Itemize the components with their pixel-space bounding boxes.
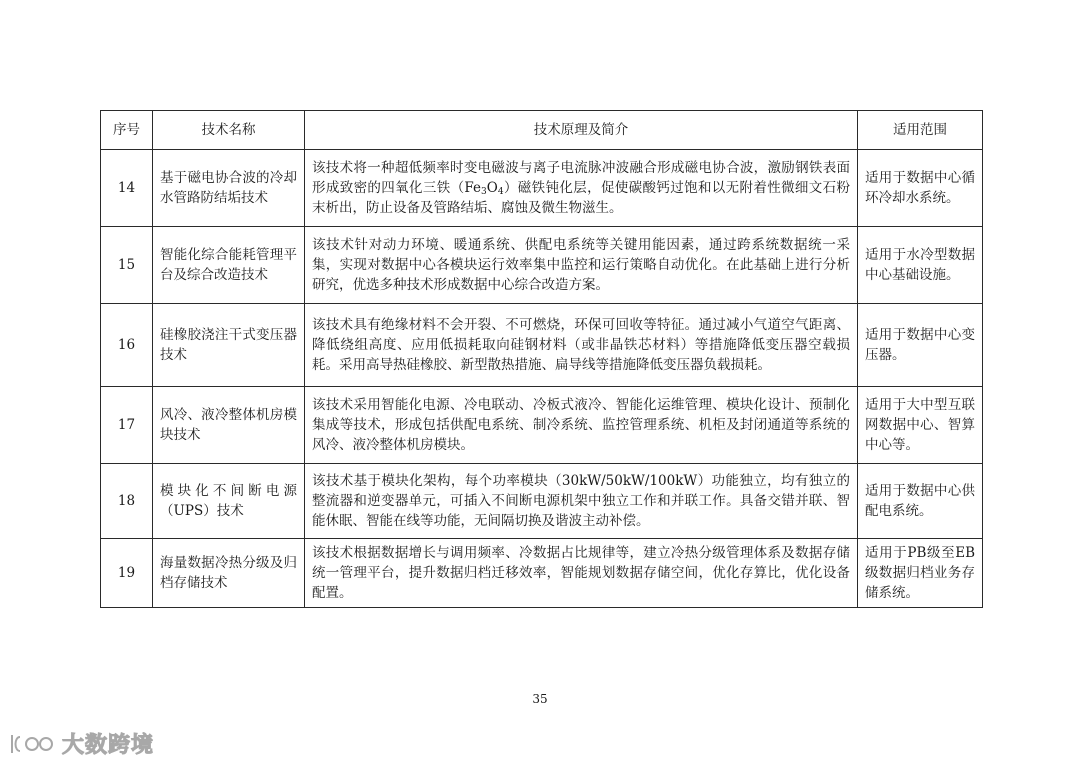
row-scope: 适用于数据中心循环冷却水系统。 [858, 150, 983, 227]
desc-text-post: ）磁铁钝化层，促使碳酸钙过饱和以无附着性微细文石粉末析出，防止设备及管路结垢、腐蚀及微生物滋生。 [312, 180, 851, 216]
row-number: 18 [101, 464, 153, 539]
row-description [305, 150, 858, 227]
row-description: 该技术基于模块化架构，每个功率模块（30kW/50kW/100kW）功能独立，均有独立的整流器和逆变器单元，可插入不间断电源机架中独立工作和并联工作。具备交错并联、智能休眠、智能在线等功能，无间隔切换及谐波主动补偿。 [305, 464, 858, 539]
row-description: 该技术具有绝缘材料不会开裂、不可燃烧，环保可回收等特征。通过减小气道空气距离、降低绕组高度、应用低损耗取向硅钢材料（或非晶铁芯材料）等措施降低变压器空载损耗。采用高导热硅橡胶、新型散热措施、扁导线等措施降低变压器负载损耗。 [305, 304, 858, 387]
row-description: 该技术采用智能化电源、冷电联动、冷板式液冷、智能化运维管理、模块化设计、预制化集成等技术，形成包括供配电系统、制冷系统、监控管理系统、机柜及封闭通道等系统的风冷、液冷整体机房模块。 [305, 387, 858, 464]
table-header-row [101, 111, 983, 150]
dashujk-logo-icon [8, 731, 58, 757]
table-row [101, 304, 983, 387]
row-number: 16 [101, 304, 153, 387]
table-row [101, 387, 983, 464]
row-scope: 适用于数据中心供配电系统。 [858, 464, 983, 539]
watermark [8, 728, 154, 759]
table-row [101, 539, 983, 608]
row-number: 14 [101, 150, 153, 227]
table-row [101, 150, 983, 227]
header-principle: 技术原理及简介 [305, 111, 858, 150]
row-tech-name: 模块化不间断电源（UPS）技术 [153, 464, 305, 539]
row-scope: 适用于PB级至EB级数据归档业务存储系统。 [858, 539, 983, 608]
desc-subscript-3: 3 [481, 187, 487, 197]
row-tech-name: 硅橡胶浇注干式变压器技术 [153, 304, 305, 387]
desc-text-pre: 该技术将一种超低频率时变电磁波与离子电流脉冲波融合形成磁电协合波，激励钢铁表面形成致密的四氧化三铁（Fe [312, 160, 850, 196]
row-number: 19 [101, 539, 153, 608]
row-description: 该技术根据数据增长与调用频率、冷数据占比规律等，建立冷热分级管理体系及数据存储统一管理平台，提升数据归档迁移效率，智能规划数据存储空间，优化存算比，优化设备配置。 [305, 539, 858, 608]
row-tech-name: 海量数据冷热分级及归档存储技术 [153, 539, 305, 608]
desc-subscript-4: 4 [497, 187, 504, 197]
technology-table [100, 110, 983, 608]
row-tech-name: 风冷、液冷整体机房模块技术 [153, 387, 305, 464]
row-tech-name: 智能化综合能耗管理平台及综合改造技术 [153, 227, 305, 304]
table-row [101, 464, 983, 539]
header-number: 序号 [101, 111, 153, 150]
technology-table-container [100, 110, 982, 608]
watermark-text: 大数跨境 [62, 733, 155, 758]
row-scope: 适用于大中型互联网数据中心、智算中心等。 [858, 387, 983, 464]
row-number: 17 [101, 387, 153, 464]
row-tech-name: 基于磁电协合波的冷却水管路防结垢技术 [153, 150, 305, 227]
row-description: 该技术针对动力环境、暖通系统、供配电系统等关键用能因素，通过跨系统数据统一采集，实现对数据中心各模块运行效率集中监控和运行策略自动优化。在此基础上进行分析研究，优选多种技术形成数据中心综合改造方案。 [305, 227, 858, 304]
desc-text-mid: O [486, 180, 498, 196]
page-number: 35 [532, 692, 548, 706]
row-scope: 适用于水冷型数据中心基础设施。 [858, 227, 983, 304]
header-tech-name: 技术名称 [153, 111, 305, 150]
table-row [101, 227, 983, 304]
row-number: 15 [101, 227, 153, 304]
row-scope: 适用于数据中心变压器。 [858, 304, 983, 387]
header-scope: 适用范围 [858, 111, 983, 150]
